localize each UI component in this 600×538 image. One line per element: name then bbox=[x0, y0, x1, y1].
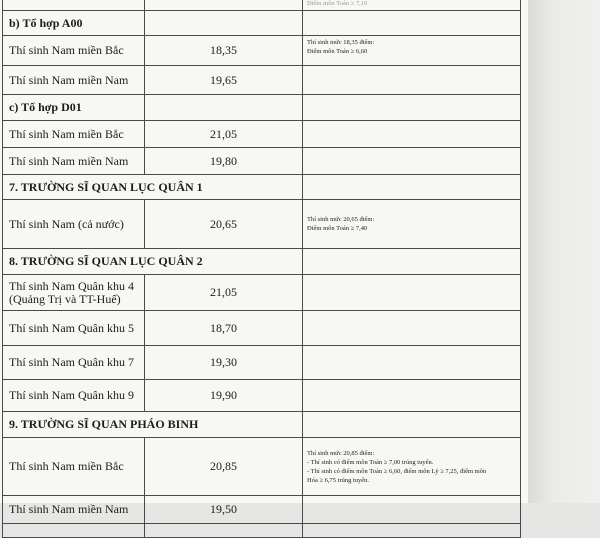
note-line: Thí sinh mức 18,35 điểm: bbox=[307, 39, 375, 46]
note-line: Hóa ≥ 6,75 trúng tuyển. bbox=[307, 476, 370, 484]
row-score: 20,85 bbox=[145, 438, 303, 496]
table-row bbox=[3, 311, 521, 346]
school-title: 9. TRƯỜNG SĨ QUAN PHÁO BINH bbox=[3, 412, 303, 438]
school-header-pb bbox=[3, 412, 521, 438]
row-score: 20,65 bbox=[145, 200, 303, 249]
row-score: 19,80 bbox=[145, 148, 303, 175]
row-label-line: Thí sinh Nam Quân khu 4 bbox=[9, 278, 134, 293]
page-shadow-edge bbox=[528, 0, 600, 503]
school-title: 7. TRƯỜNG SĨ QUAN LỤC QUÂN 1 bbox=[3, 175, 303, 200]
row-label: Thí sinh Nam miền Nam bbox=[3, 496, 145, 524]
row-label: Thí sinh Nam Quân khu 5 bbox=[3, 311, 145, 346]
table-row bbox=[3, 496, 521, 524]
group-header-d01 bbox=[3, 95, 521, 121]
note-line: Thí sinh mức 20,65 điểm: bbox=[307, 216, 375, 223]
table-row bbox=[3, 36, 521, 66]
note-line: - Thí sinh có điểm môn Toán ≥ 6,60, điểm môn Lý ≥ 7,25, điểm môn bbox=[307, 467, 487, 475]
row-label: Thí sinh Nam miền Bắc bbox=[3, 438, 145, 496]
table-row bbox=[3, 275, 521, 311]
row-label: Thí sinh Nam miền Nam bbox=[3, 66, 145, 95]
note-line: Thí sinh mức 20,85 điểm: bbox=[307, 449, 375, 457]
table-row bbox=[3, 121, 521, 148]
row-score: 21,05 bbox=[145, 121, 303, 148]
row-score: 18,70 bbox=[145, 311, 303, 346]
row-label: Thí sinh Nam (cả nước) bbox=[3, 200, 145, 249]
table-row-partial bbox=[3, 0, 521, 11]
row-label: Thí sinh Nam Quân khu 7 bbox=[3, 346, 145, 380]
school-header-lq1 bbox=[3, 175, 521, 200]
row-label: Thí sinh Nam miền Bắc bbox=[3, 121, 145, 148]
group-title: c) Tổ hợp D01 bbox=[3, 95, 145, 121]
row-label bbox=[3, 275, 145, 311]
row-score: 21,05 bbox=[145, 275, 303, 311]
table-row bbox=[3, 346, 521, 380]
row-score: 19,30 bbox=[145, 346, 303, 380]
table-row bbox=[3, 66, 521, 95]
note-line: - Thí sinh có điểm môn Toán ≥ 7,00 trúng tuyển. bbox=[307, 458, 434, 466]
row-label: Thí sinh Nam miền Nam bbox=[3, 148, 145, 175]
row-note bbox=[303, 36, 521, 66]
table-row bbox=[3, 200, 521, 249]
school-header-lq2 bbox=[3, 249, 521, 275]
note-line: Điểm môn Toán ≥ 6,60 bbox=[307, 48, 368, 55]
row-label-line: (Quảng Trị và TT-Huế) bbox=[9, 291, 121, 306]
admission-score-table bbox=[2, 0, 521, 538]
row-label: Thí sinh Nam miền Bắc bbox=[3, 36, 145, 66]
group-header-a00 bbox=[3, 11, 521, 36]
group-title: b) Tổ hợp A00 bbox=[3, 11, 145, 36]
row-score: 19,90 bbox=[145, 380, 303, 412]
school-title: 8. TRƯỜNG SĨ QUAN LỤC QUÂN 2 bbox=[3, 249, 303, 275]
row-score: 19,65 bbox=[145, 66, 303, 95]
table-row bbox=[3, 148, 521, 175]
table-row bbox=[3, 380, 521, 412]
note-line: Điểm môn Toán ≥ 7,40 bbox=[307, 225, 368, 232]
table-row bbox=[3, 438, 521, 496]
row-label: Thí sinh Nam Quân khu 9 bbox=[3, 380, 145, 412]
row-note bbox=[303, 438, 521, 496]
row-score: 18,35 bbox=[145, 36, 303, 66]
row-score: 19,50 bbox=[145, 496, 303, 524]
table-row-cut bbox=[3, 524, 521, 538]
partial-note: Điểm môn Toán ≥ 7,10 bbox=[303, 0, 521, 11]
row-note bbox=[303, 200, 521, 249]
